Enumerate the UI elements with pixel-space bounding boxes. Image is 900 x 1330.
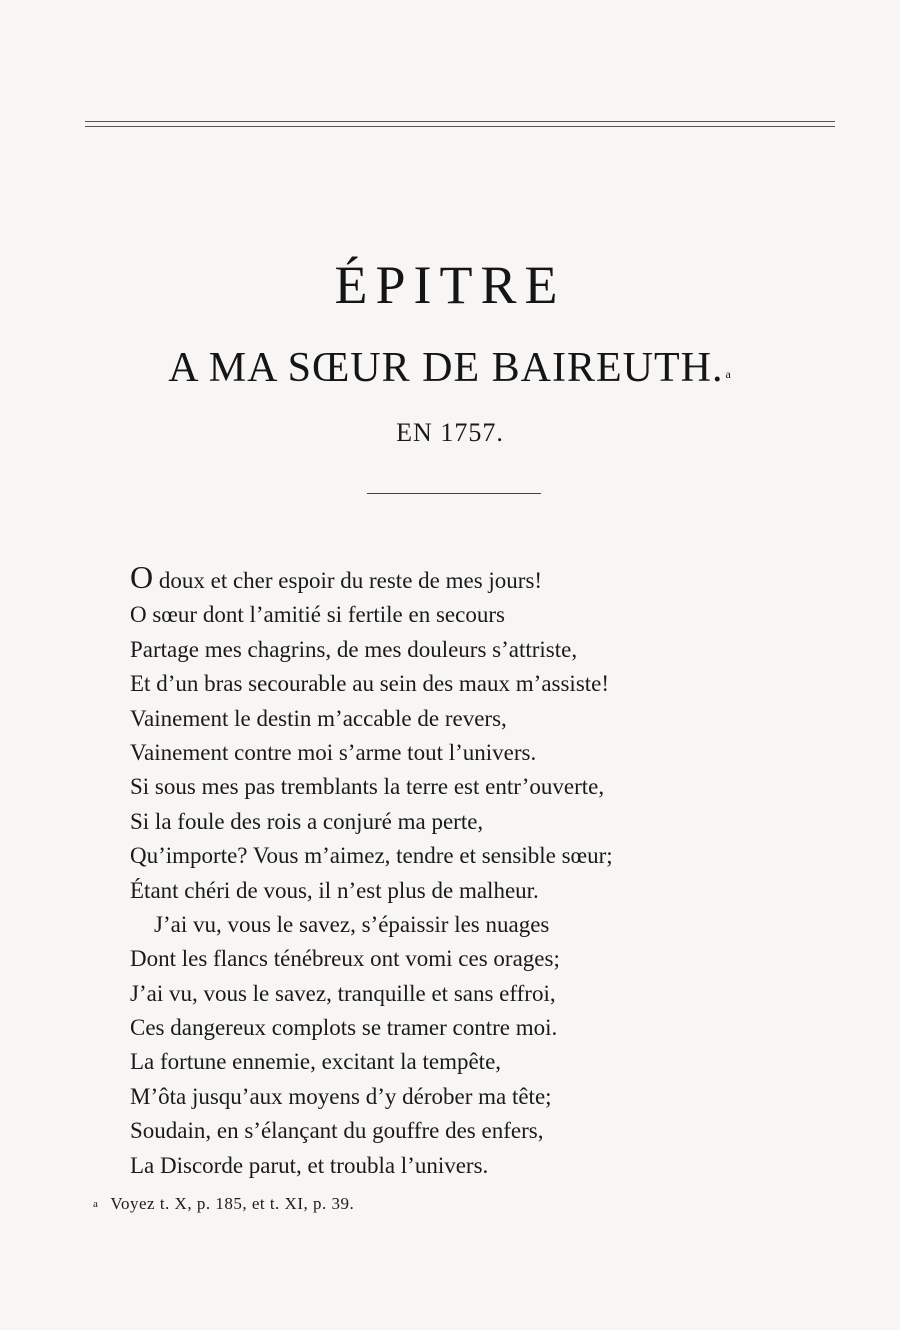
poem-line-11: J’ai vu, vous le savez, s’épaissir les nuages	[154, 911, 550, 937]
poem-line-13: J’ai vu, vous le savez, tranquille et sans effroi,	[130, 980, 556, 1006]
header-rule-top	[85, 121, 835, 122]
poem-line-9: Qu’importe? Vous m’aimez, tendre et sensible sœur;	[130, 843, 613, 869]
poem-line-6: Vainement contre moi s’arme tout l’univers.	[130, 739, 537, 765]
footnote-mark: a	[93, 1198, 99, 1210]
section-divider	[367, 493, 541, 494]
poem-line-15: La fortune ennemie, excitant la tempête,	[130, 1049, 502, 1075]
poem-line-3: Partage mes chagrins, de mes douleurs s’attriste,	[130, 636, 578, 662]
poem-line-17: Soudain, en s’élançant du gouffre des enfers,	[130, 1118, 544, 1144]
date-line: EN 1757.	[396, 418, 504, 447]
page-title: ÉPITRE	[334, 255, 566, 315]
poem-line-12: Dont les flancs ténébreux ont vomi ces orages;	[130, 946, 560, 972]
poem-line-text: doux et cher espoir du reste de mes jours!	[153, 568, 543, 593]
poem-line-16: M’ôta jusqu’aux moyens d’y dérober ma tête;	[130, 1083, 552, 1109]
poem-line-18: La Discorde parut, et troubla l’univers.	[130, 1152, 489, 1178]
subtitle-text: A MA SŒUR DE BAIREUTH.	[168, 345, 724, 391]
poem-line-14: Ces dangereux complots se tramer contre moi.	[130, 1015, 558, 1041]
poem-body	[130, 559, 770, 1183]
page-subtitle	[0, 343, 900, 393]
footnote-reference: a	[725, 367, 732, 381]
poem-line-8: Si la foule des rois a conjuré ma perte,	[130, 808, 484, 834]
poem-line-4: Et d’un bras secourable au sein des maux m’assiste!	[130, 671, 610, 697]
poem-line-2: O sœur dont l’amitié si fertile en secours	[130, 602, 505, 628]
footnote	[93, 1192, 354, 1216]
footnote-text: Voyez t. X, p. 185, et t. XI, p. 39.	[110, 1194, 355, 1213]
poem-line-7: Si sous mes pas tremblants la terre est entr’ouverte,	[130, 774, 605, 800]
poem-line-1	[130, 559, 770, 598]
poem-line-10: Étant chéri de vous, il n’est plus de malheur.	[130, 877, 539, 903]
drop-cap: O	[130, 559, 154, 595]
poem-line-5: Vainement le destin m’accable de revers,	[130, 705, 507, 731]
header-rule-bottom	[85, 126, 835, 127]
